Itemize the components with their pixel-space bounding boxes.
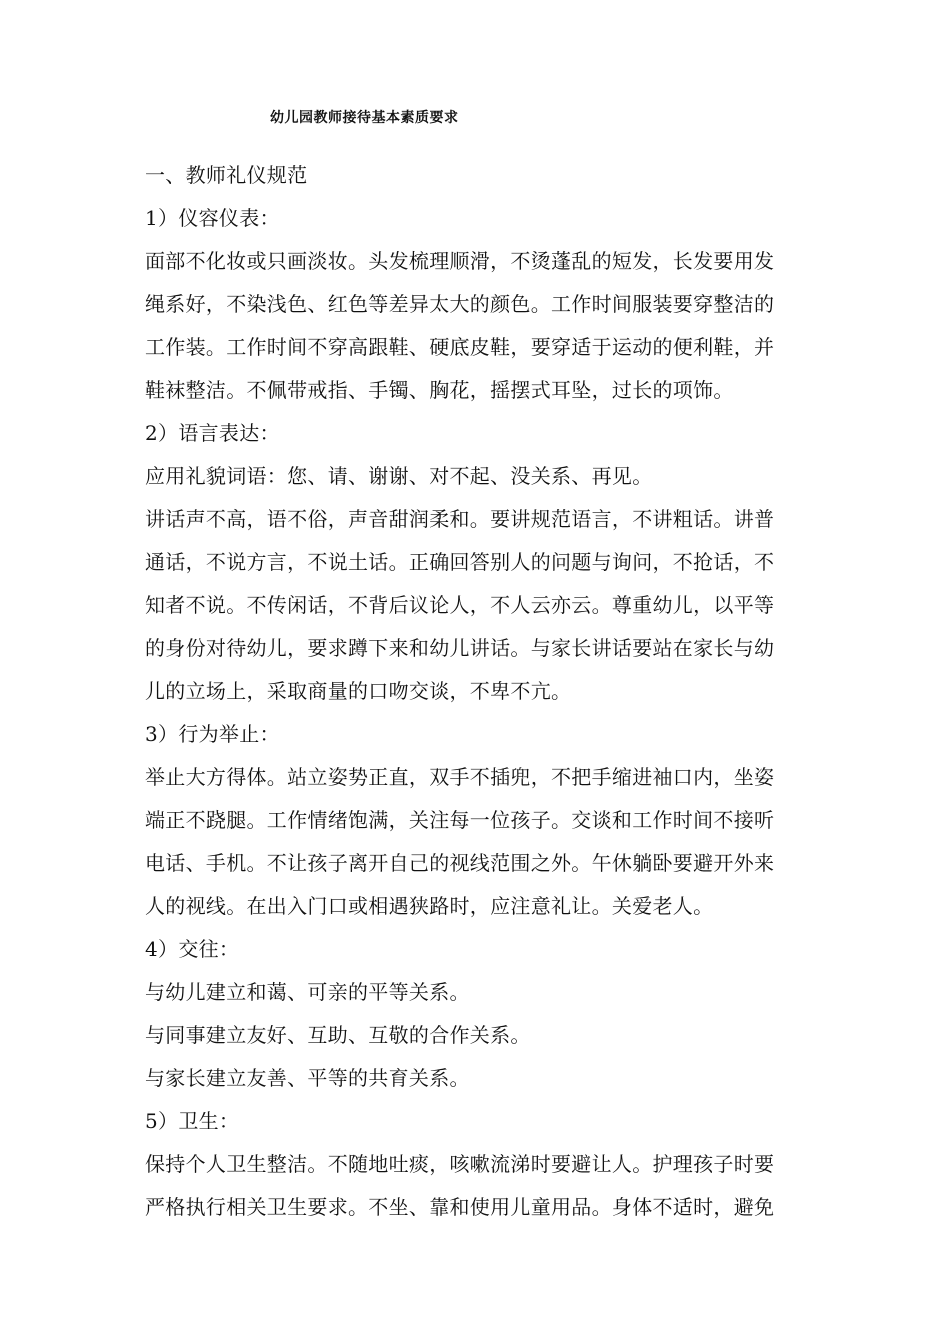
subheading-appearance: 1）仪容仪表： [145,206,280,230]
subheading-hygiene: 5）卫生： [145,1109,240,1133]
paragraph-line: 严格执行相关卫生要求。不坐、靠和使用儿童用品。身体不适时，避免 [145,1195,775,1219]
paragraph-line: 面部不化妆或只画淡妆。头发梳理顺滑，不烫蓬乱的短发，长发要用发 [145,249,775,273]
paragraph-line: 与同事建立友好、互助、互敬的合作关系。 [145,1023,531,1047]
paragraph-line: 人的视线。在出入门口或相遇狭路时，应注意礼让。关爱老人。 [145,894,714,918]
paragraph-line: 工作装。工作时间不穿高跟鞋、硬底皮鞋，要穿适于运动的便利鞋，并 [145,335,775,359]
paragraph-line: 知者不说。不传闲话，不背后议论人，不人云亦云。尊重幼儿，以平等 [145,593,775,617]
paragraph-line: 儿的立场上，采取商量的口吻交谈，不卑不亢。 [145,679,572,703]
paragraph-line: 绳系好，不染浅色、红色等差异太大的颜色。工作时间服装要穿整洁的 [145,292,775,316]
subheading-interaction: 4）交往： [145,937,240,961]
paragraph-line: 讲话声不高，语不俗，声音甜润柔和。要讲规范语言，不讲粗话。讲普 [145,507,775,531]
section-heading: 一、教师礼仪规范 [145,163,308,187]
paragraph-line: 应用礼貌词语：您、请、谢谢、对不起、没关系、再见。 [145,464,653,488]
paragraph-line: 的身份对待幼儿，要求蹲下来和幼儿讲话。与家长讲话要站在家长与幼 [145,636,775,660]
paragraph-line: 与幼儿建立和蔼、可亲的平等关系。 [145,980,470,1004]
paragraph-line: 保持个人卫生整洁。不随地吐痰，咳嗽流涕时要避让人。护理孩子时要 [145,1152,775,1176]
paragraph-line: 通话，不说方言，不说土话。正确回答别人的问题与询问，不抢话，不 [145,550,775,574]
document-body [145,154,845,1229]
paragraph-line: 鞋袜整洁。不佩带戒指、手镯、胸花，摇摆式耳坠，过长的项饰。 [145,378,734,402]
paragraph-line: 举止大方得体。站立姿势正直，双手不插兜，不把手缩进袖口内，坐姿 [145,765,775,789]
subheading-language: 2）语言表达： [145,421,280,445]
subheading-behavior: 3）行为举止： [145,722,280,746]
paragraph-line: 端正不跷腿。工作情绪饱满，关注每一位孩子。交谈和工作时间不接听 [145,808,775,832]
paragraph-line: 电话、手机。不让孩子离开自己的视线范围之外。午休躺卧要避开外来 [145,851,775,875]
paragraph-line: 与家长建立友善、平等的共育关系。 [145,1066,470,1090]
document-title: 幼儿园教师接待基本素质要求 [270,110,459,126]
